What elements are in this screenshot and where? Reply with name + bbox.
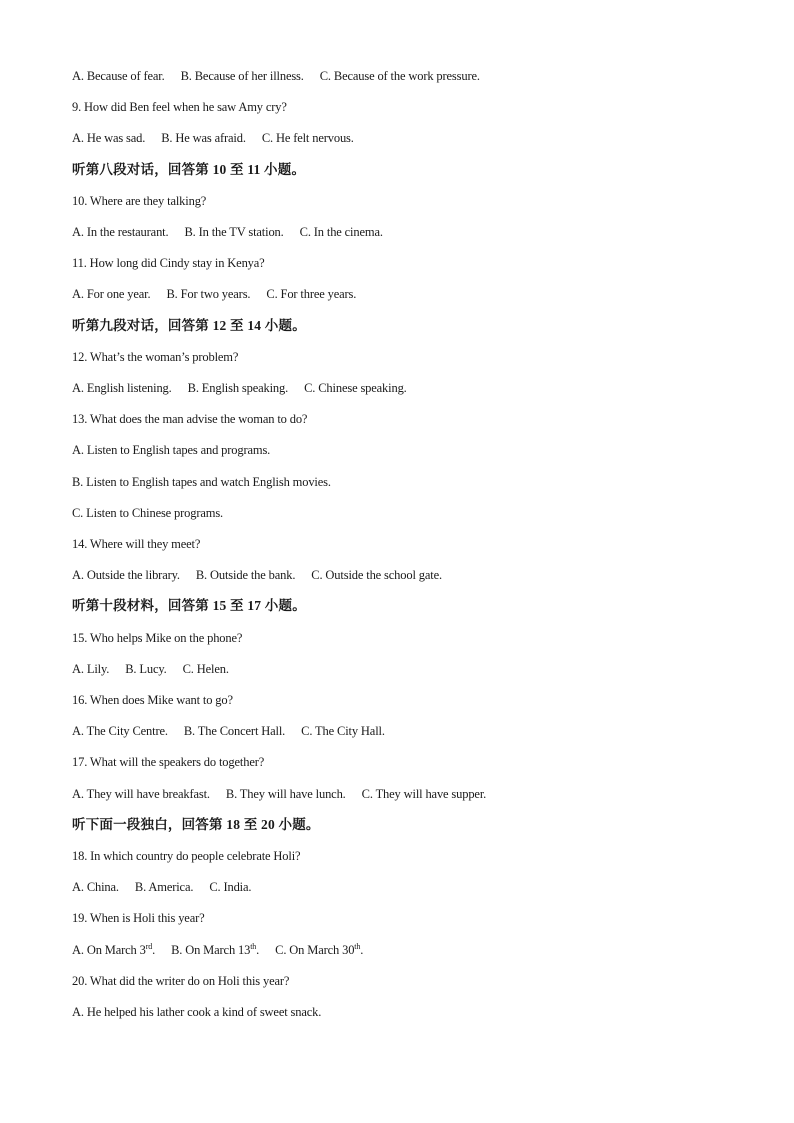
answer-option: A. For one year.: [72, 287, 151, 302]
answer-options: [72, 942, 363, 958]
answer-options: [72, 661, 229, 677]
answer-option: B. Lucy.: [125, 661, 167, 676]
question-text: 11. How long did Cindy stay in Kenya?: [72, 256, 265, 271]
ordinal-suffix: th: [250, 941, 257, 951]
answer-option: C. Because of the work pressure.: [319, 69, 480, 83]
answer-option: A. China.: [72, 880, 119, 895]
ordinal-suffix: th: [354, 941, 361, 951]
question-text: B. Listen to English tapes and watch English movies.: [72, 474, 331, 489]
ordinal-suffix: rd: [145, 941, 153, 951]
section-heading: 听第八段对话，回答第 10 至 11 小题。: [72, 161, 306, 177]
answer-option: A. On March 3rd.: [72, 941, 156, 957]
answer-option: A. Because of fear.: [72, 69, 165, 83]
answer-options: [72, 723, 385, 739]
question-text: 12. What’s the woman’s problem?: [72, 349, 239, 364]
answer-option: C. India.: [209, 880, 252, 895]
answer-options: [72, 380, 407, 396]
question-text: 14. Where will they meet?: [72, 537, 201, 551]
answer-option: B. Because of her illness.: [180, 69, 304, 83]
answer-option: C. For three years.: [266, 287, 357, 302]
answer-option: A. They will have breakfast.: [72, 786, 210, 801]
answer-option: C. Outside the school gate.: [311, 568, 442, 583]
section-heading: 听第十段材料，回答第 15 至 17 小题。: [72, 598, 306, 614]
answer-option: C. Chinese speaking.: [304, 381, 407, 395]
answer-option: B. He was afraid.: [161, 131, 246, 146]
answer-option: A. English listening.: [72, 381, 172, 395]
question-text: 19. When is Holi this year?: [72, 911, 205, 926]
answer-option: C. The City Hall.: [301, 724, 385, 739]
answer-option: B. English speaking.: [187, 381, 289, 395]
question-text: 10. Where are they talking?: [72, 193, 207, 208]
answer-option: A. He was sad.: [72, 131, 146, 146]
answer-options: [72, 567, 442, 583]
question-text: 9. How did Ben feel when he saw Amy cry?: [72, 100, 287, 115]
answer-option: A. In the restaurant.: [72, 225, 169, 239]
answer-option: C. Helen.: [182, 661, 229, 676]
question-text: 15. Who helps Mike on the phone?: [72, 630, 243, 645]
section-heading: 听下面一段独白，回答第 18 至 20 小题。: [72, 816, 320, 832]
answer-option: B. America.: [134, 880, 194, 895]
answer-options: [72, 286, 356, 302]
answer-option: B. In the TV station.: [184, 225, 284, 239]
answer-option: B. On March 13th.: [171, 941, 260, 957]
answer-option: C. On March 30th.: [275, 941, 364, 957]
answer-options: [72, 224, 383, 240]
answer-options: [72, 130, 354, 146]
question-text: C. Listen to Chinese programs.: [72, 505, 224, 520]
question-text: 16. When does Mike want to go?: [72, 693, 233, 707]
question-text: 13. What does the man advise the woman to do?: [72, 412, 308, 427]
answer-options: [72, 879, 251, 895]
answer-option: C. He felt nervous.: [261, 131, 354, 146]
answer-option: B. The Concert Hall.: [183, 724, 286, 739]
answer-option: C. They will have supper.: [361, 786, 487, 801]
answer-option: B. They will have lunch.: [225, 786, 346, 801]
question-text: 17. What will the speakers do together?: [72, 755, 265, 770]
section-heading: 听第九段对话，回答第 12 至 14 小题。: [72, 317, 306, 333]
answer-option: A. The City Centre.: [72, 724, 168, 739]
question-text: 20. What did the writer do on Holi this year?: [72, 973, 290, 988]
answer-option: A. Lily.: [72, 661, 110, 676]
answer-options: [72, 68, 480, 84]
answer-option: C. In the cinema.: [299, 225, 383, 239]
answer-option: B. For two years.: [166, 287, 251, 302]
answer-option: B. Outside the bank.: [195, 568, 296, 583]
answer-option: A. Outside the library.: [72, 568, 180, 583]
question-text: 18. In which country do people celebrate Holi?: [72, 849, 301, 863]
question-text: A. Listen to English tapes and programs.: [72, 443, 271, 458]
question-text: A. He helped his lather cook a kind of sweet snack.: [72, 1005, 322, 1019]
answer-options: [72, 786, 486, 802]
